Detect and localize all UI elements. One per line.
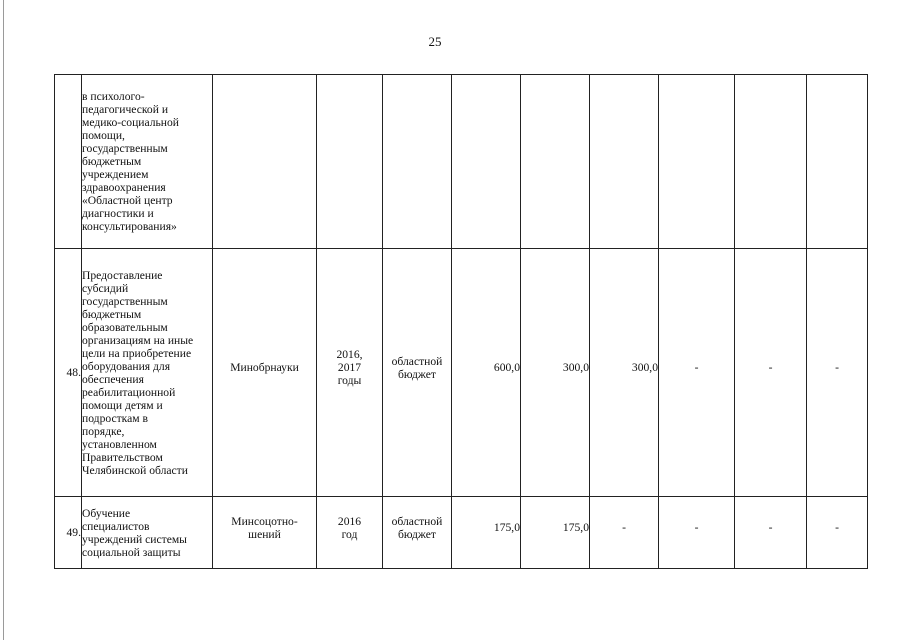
amount-2016-value: 175,0 — [562, 521, 589, 534]
total-amount-cell — [452, 497, 521, 569]
page-number: 25 — [428, 34, 442, 49]
period-cell — [317, 249, 383, 497]
description-line: учреждений системы — [82, 532, 187, 546]
description-line: социальной защиты — [82, 545, 181, 559]
period-line: 2016, — [336, 348, 363, 361]
total-amount-cell — [452, 75, 521, 249]
period-line: годы — [337, 374, 362, 387]
description-line: цели на приобретение — [82, 346, 192, 360]
amount-2016-cell — [521, 497, 590, 569]
executor-cell — [213, 249, 317, 497]
executor-line: шений — [248, 527, 281, 541]
description-line: диагностики и — [82, 207, 154, 220]
total-amount-value: 175,0 — [493, 521, 520, 534]
amount-2019-value: - — [768, 361, 773, 374]
description-line: порядке, — [82, 424, 125, 438]
amount-2018-cell — [659, 497, 735, 569]
description-line: педагогической и — [82, 103, 169, 116]
description-line: Обучение — [82, 506, 131, 520]
amount-2016-value: 300,0 — [562, 361, 589, 374]
description-line: бюджетным — [82, 307, 142, 321]
amount-2020-value: - — [835, 521, 839, 534]
amount-2018-value: - — [694, 521, 699, 534]
description-line: учреждением — [82, 168, 149, 181]
description-line: помощи детям и — [82, 398, 163, 412]
description-line: бюджетным — [82, 155, 142, 168]
description-line: реабилитационной — [82, 385, 176, 399]
description-line: Челябинской области — [82, 463, 188, 477]
amount-2020-cell — [807, 75, 868, 249]
description-line: Предоставление — [82, 268, 163, 282]
measure-description — [82, 75, 213, 249]
funding-source-line: бюджет — [398, 367, 436, 381]
description-line: государственным — [82, 142, 168, 155]
description-line: оборудования для — [82, 359, 171, 373]
measure-description — [82, 497, 213, 569]
description-line: консультирования» — [82, 220, 177, 233]
row-number: 49. — [55, 497, 82, 569]
executor-line: Минобрнауки — [230, 361, 299, 374]
amount-2020-cell — [807, 249, 868, 497]
amount-2017-cell — [590, 75, 659, 249]
description-line: государственным — [82, 294, 168, 308]
amount-2020-value: - — [835, 361, 839, 374]
amount-2017-value: 300,0 — [631, 361, 658, 374]
description-line: в психолого- — [82, 90, 145, 103]
row-number: 48. — [55, 249, 82, 497]
amount-2020-cell — [807, 497, 868, 569]
description-line: организациям на иные — [82, 333, 194, 347]
page-margin-line — [3, 0, 4, 640]
program-measures-table — [54, 74, 868, 569]
period-line: 2017 — [337, 361, 362, 374]
period-line: год — [341, 527, 358, 541]
measure-description — [82, 249, 213, 497]
funding-source-cell — [383, 249, 452, 497]
description-line: Правительством — [82, 450, 163, 464]
description-line: образовательным — [82, 320, 168, 334]
description-line: здравоохранения — [82, 181, 166, 194]
description-line: подросткам в — [82, 411, 148, 425]
amount-2018-value: - — [694, 361, 699, 374]
description-line: установленном — [82, 437, 157, 451]
amount-2019-value: - — [768, 521, 773, 534]
amount-2019-cell — [735, 75, 807, 249]
period-cell — [317, 75, 383, 249]
description-line: медико-социальной — [82, 116, 180, 129]
amount-2018-cell — [659, 249, 735, 497]
table-row — [55, 249, 868, 497]
row-number — [55, 75, 82, 249]
funding-source-line: областной — [391, 354, 443, 368]
funding-source-line: областной — [391, 514, 443, 528]
amount-2016-cell — [521, 75, 590, 249]
period-cell — [317, 497, 383, 569]
funding-source-line: бюджет — [398, 527, 436, 541]
description-line: помощи, — [82, 129, 125, 142]
description-line: субсидий — [82, 281, 129, 295]
funding-source-cell — [383, 75, 452, 249]
description-line: обеспечения — [82, 372, 144, 386]
funding-source-cell — [383, 497, 452, 569]
table-row — [55, 497, 868, 569]
amount-2016-cell — [521, 249, 590, 497]
amount-2019-cell — [735, 497, 807, 569]
period-line: 2016 — [337, 514, 362, 528]
table-row — [55, 75, 868, 249]
executor-cell — [213, 75, 317, 249]
amount-2017-value: - — [622, 521, 626, 534]
total-amount-value: 600,0 — [493, 361, 520, 374]
amount-2019-cell — [735, 249, 807, 497]
amount-2017-cell — [590, 249, 659, 497]
amount-2018-cell — [659, 75, 735, 249]
executor-cell — [213, 497, 317, 569]
total-amount-cell — [452, 249, 521, 497]
description-line: специалистов — [82, 519, 150, 533]
amount-2017-cell — [590, 497, 659, 569]
executor-line: Минсоцотно- — [231, 514, 298, 528]
description-line: «Областной центр — [82, 194, 173, 207]
